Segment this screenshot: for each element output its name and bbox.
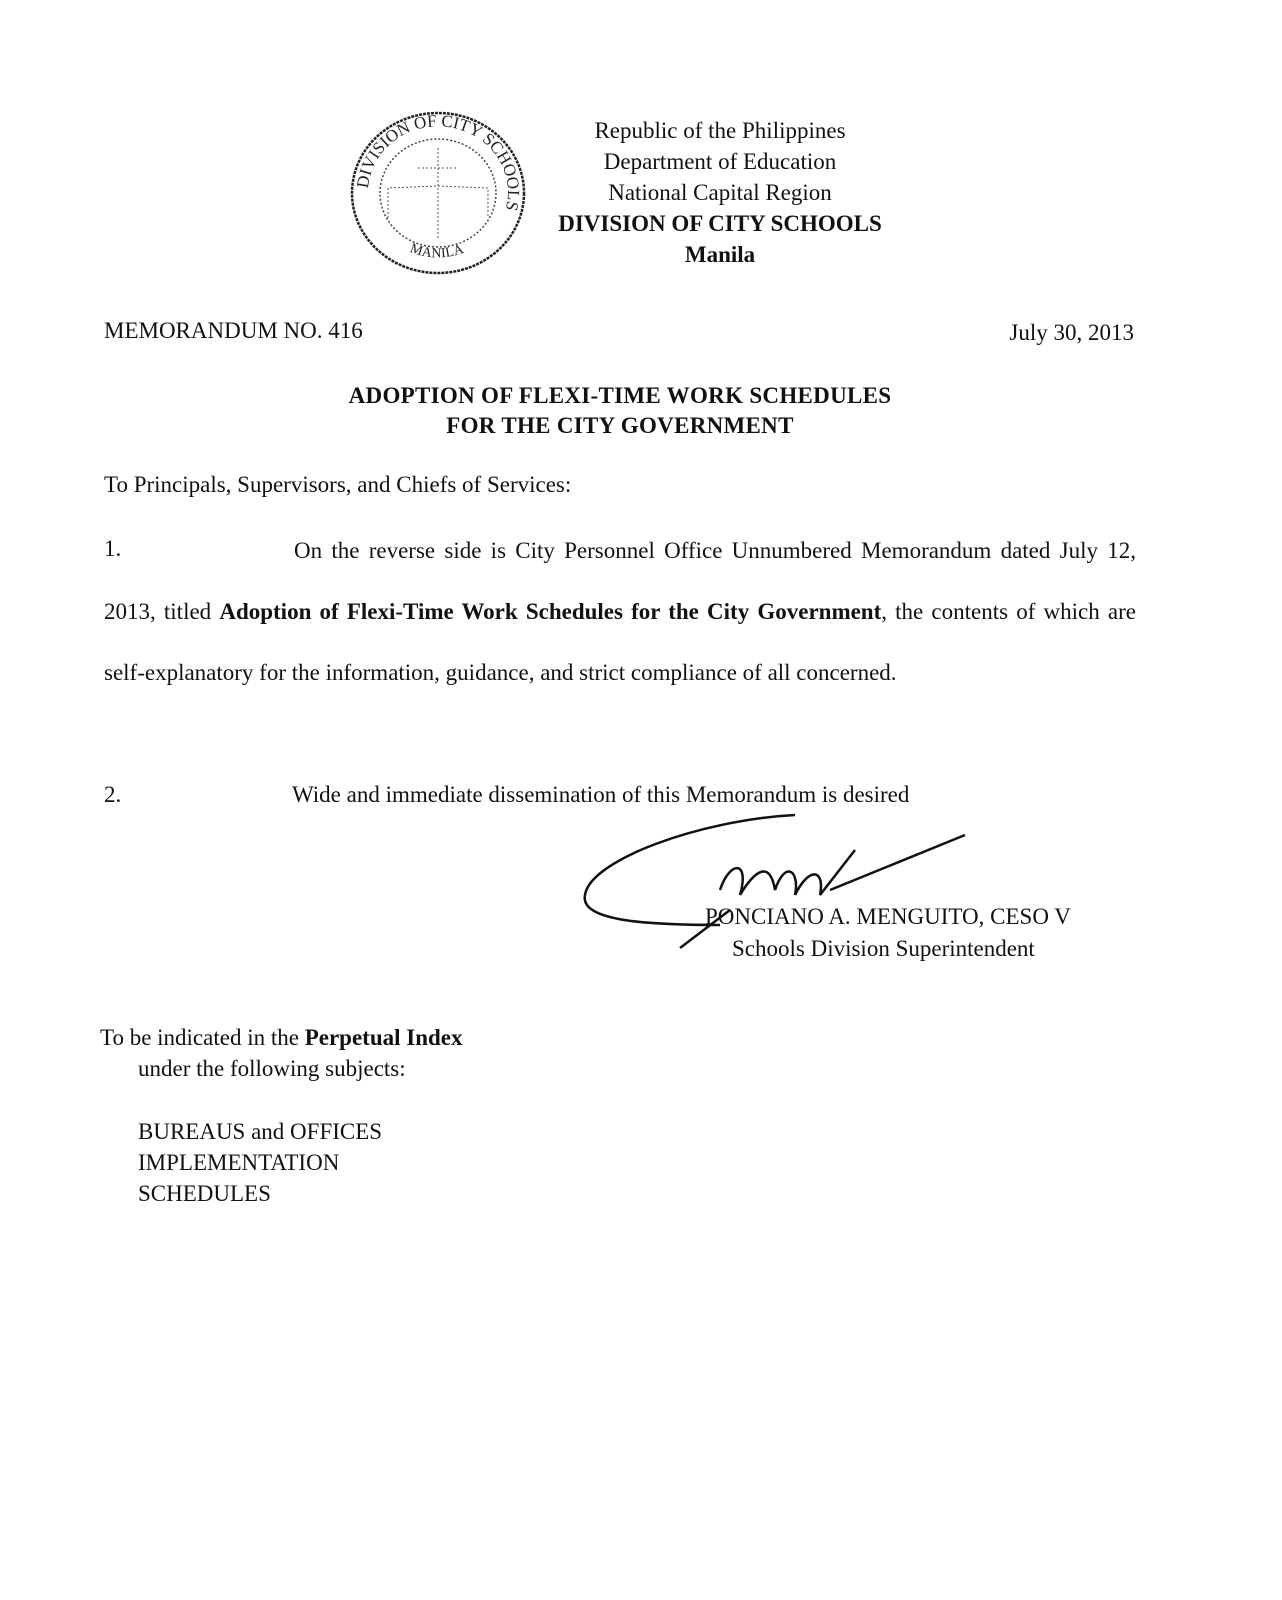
signatory-name: PONCIANO A. MENGUITO, CESO V <box>705 904 1071 929</box>
subject-item: SCHEDULES <box>138 1181 271 1206</box>
memo-title <box>300 381 940 441</box>
perpetual-index-label: Perpetual Index <box>304 1025 463 1050</box>
index-note-prefix: To be indicated in the <box>100 1025 305 1050</box>
letterhead-city: Manila <box>684 242 756 267</box>
index-note-line-1 <box>100 1025 463 1051</box>
signatory-position: Schools Division Superintendent <box>732 936 1035 961</box>
paragraph-1-number: 1. <box>104 536 122 561</box>
memo-number: MEMORANDUM NO. 416 <box>104 318 363 343</box>
paragraph-1 <box>104 520 1136 703</box>
paragraph-1-text-end: , the contents of which are self-explanatory for the information, guidance, and strict compliance of all concerned. <box>104 599 1136 685</box>
referenced-memo-title: Adoption of Flexi-Time Work Schedules for the City Government <box>219 599 882 624</box>
memo-date: July 30, 2013 <box>1009 320 1134 345</box>
paragraph-2-number: 2. <box>104 782 122 807</box>
svg-text:MANILA: MANILA <box>407 241 466 262</box>
title-line-1: ADOPTION OF FLEXI-TIME WORK SCHEDULES <box>348 383 892 408</box>
letterhead-department: Department of Education <box>603 149 837 174</box>
subjects-list <box>138 1116 382 1209</box>
subject-item: IMPLEMENTATION <box>138 1150 340 1175</box>
paragraph-1-text: On the reverse side is City Personnel Office Unnumbered Memorandum dated July 12, 2013, titled <box>104 538 1136 624</box>
index-note-line-2: under the following subjects: <box>138 1056 406 1081</box>
paragraph-2: Wide and immediate dissemination of this Memorandum is desired <box>292 782 910 807</box>
salutation: To Principals, Supervisors, and Chiefs of Services: <box>104 472 572 497</box>
letterhead-republic: Republic of the Philippines <box>594 118 846 143</box>
letterhead-division: DIVISION OF CITY SCHOOLS <box>558 211 882 236</box>
subject-item: BUREAUS and OFFICES <box>138 1119 383 1144</box>
letterhead <box>520 115 920 270</box>
letterhead-region: National Capital Region <box>608 180 832 205</box>
title-line-2: FOR THE CITY GOVERNMENT <box>446 413 794 438</box>
svg-text:DIVISION OF CITY SCHOOLS: DIVISION OF CITY SCHOOLS <box>353 111 524 213</box>
seal-logo <box>348 108 528 278</box>
